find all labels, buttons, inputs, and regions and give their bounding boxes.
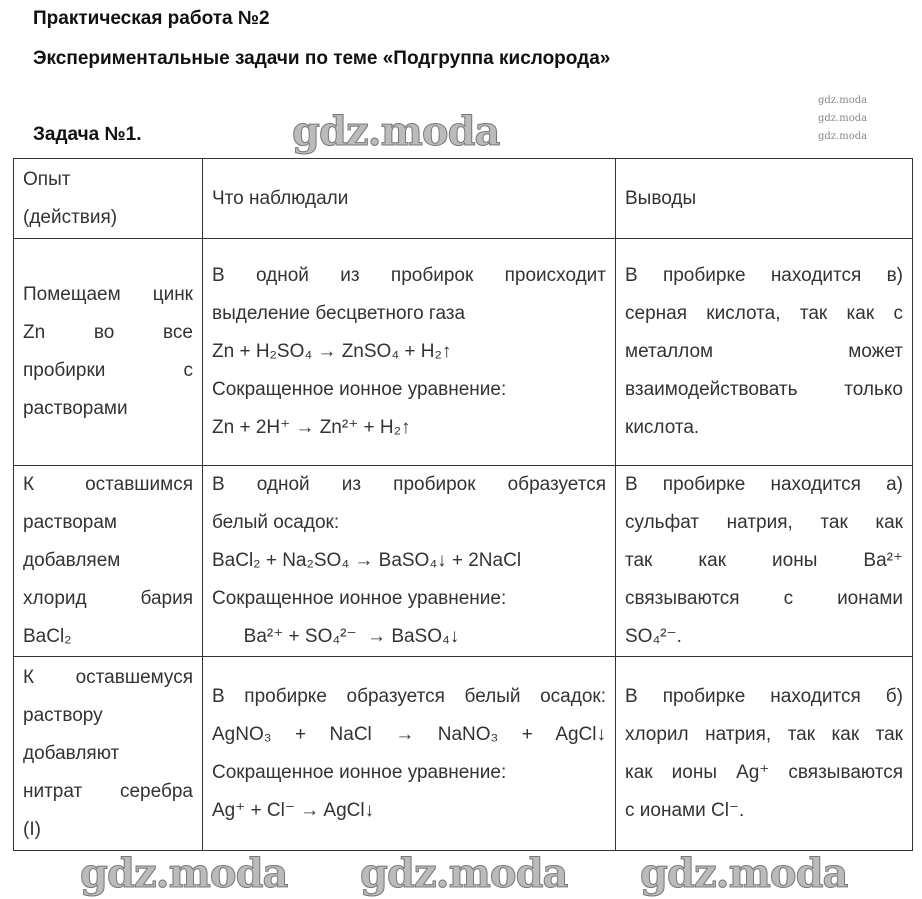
table-cell xyxy=(203,239,616,466)
table-cell xyxy=(616,466,913,657)
cell-line: хлорил натрия, так как так xyxy=(625,723,903,745)
cell-line: Zn + 2H⁺ → Zn²⁺ + H₂↑ xyxy=(212,417,411,438)
table-cell xyxy=(14,657,203,851)
cell-line: Zn во все xyxy=(23,322,193,343)
cell-line: (I) xyxy=(23,818,41,840)
cell-line: К оставшемуся xyxy=(23,666,193,688)
cell-line: так как ионы Ba²⁺ xyxy=(625,550,903,571)
cell-line: кислота. xyxy=(625,417,700,438)
page-title: Практическая работа №2 xyxy=(33,8,270,29)
cell-line: AgNO₃ + NaCl → NaNO₃ + AgCl↓ xyxy=(212,723,606,745)
watermark: gdz.moda xyxy=(818,95,868,106)
cell-line: растворами xyxy=(23,398,128,419)
watermark: gdz.moda xyxy=(292,108,500,155)
cell-line: взаимодействовать только xyxy=(625,379,903,400)
cell-line: выделение бесцветного газа xyxy=(212,303,466,324)
cell-line: Сокращенное ионное уравнение: xyxy=(212,379,507,400)
cell-line: SO₄²⁻. xyxy=(625,626,682,647)
table-cell xyxy=(203,657,616,851)
watermark: gdz.moda xyxy=(818,131,868,142)
cell-line: с ионами Cl⁻. xyxy=(625,799,745,821)
cell-line: Опыт xyxy=(23,168,71,190)
cell-line: нитрат серебра xyxy=(23,780,193,802)
cell-line: Сокращенное ионное уравнение: xyxy=(212,761,507,783)
cell-line: белый осадок: xyxy=(212,512,340,533)
cell-line: хлорид бария xyxy=(23,588,193,609)
cell-line: пробирки с xyxy=(23,360,193,381)
cell-line: серная кислота, так как с xyxy=(625,303,903,324)
header-cell xyxy=(203,159,616,239)
watermark: gdz.moda xyxy=(818,113,868,124)
cell-line: Что наблюдали xyxy=(212,187,349,209)
table-row xyxy=(14,239,913,466)
cell-line: Ag⁺ + Cl⁻ → AgCl↓ xyxy=(212,799,375,821)
watermark: gdz.moda xyxy=(80,850,288,897)
table-cell xyxy=(616,239,913,466)
table-row xyxy=(14,657,913,851)
task-heading: Задача №1. xyxy=(33,124,142,145)
cell-line: раствору xyxy=(23,704,103,726)
page-subtitle: Экспериментальные задачи по теме «Подгруппа кислорода» xyxy=(33,48,611,69)
cell-line: Помещаем цинк xyxy=(23,284,193,305)
header-row xyxy=(14,159,913,239)
table-row xyxy=(14,466,913,657)
experiment-table xyxy=(13,158,913,851)
table-cell xyxy=(14,466,203,657)
watermark: gdz.moda xyxy=(640,850,848,897)
cell-line: В пробирке образуется белый осадок: xyxy=(212,685,606,707)
cell-line: как ионы Ag⁺ связываются xyxy=(625,761,903,783)
cell-line: В пробирке находится в) xyxy=(625,265,903,286)
cell-line: В пробирке находится б) xyxy=(625,685,903,707)
header-cell xyxy=(616,159,913,239)
header-cell xyxy=(14,159,203,239)
cell-line: В одной из пробирок образуется xyxy=(212,474,606,495)
cell-line: Zn + H₂SO₄ → ZnSO₄ + H₂↑ xyxy=(212,341,452,362)
cell-line: добавляют xyxy=(23,742,120,764)
cell-line: В пробирке находится а) xyxy=(625,474,903,495)
cell-line: В одной из пробирок происходит xyxy=(212,265,606,286)
cell-line: металлом может xyxy=(625,341,903,362)
cell-line: растворам xyxy=(23,512,117,533)
cell-line: Сокращенное ионное уравнение: xyxy=(212,588,507,609)
cell-line: (действия) xyxy=(23,206,118,228)
cell-line: BaCl₂ + Na₂SO₄ → BaSO₄↓ + 2NaCl xyxy=(212,550,522,571)
cell-line: Выводы xyxy=(625,187,697,209)
watermark: gdz.moda xyxy=(360,850,568,897)
table-cell xyxy=(616,657,913,851)
table-cell xyxy=(203,466,616,657)
cell-line: BaCl₂ xyxy=(23,626,72,647)
cell-line: сульфат натрия, так как xyxy=(625,512,903,533)
cell-line: связываются с ионами xyxy=(625,588,903,609)
cell-line: К оставшимся xyxy=(23,474,193,495)
cell-line: Ba²⁺ + SO₄²⁻ → BaSO₄↓ xyxy=(212,626,460,647)
cell-line: добавляем xyxy=(23,550,121,571)
table-cell xyxy=(14,239,203,466)
